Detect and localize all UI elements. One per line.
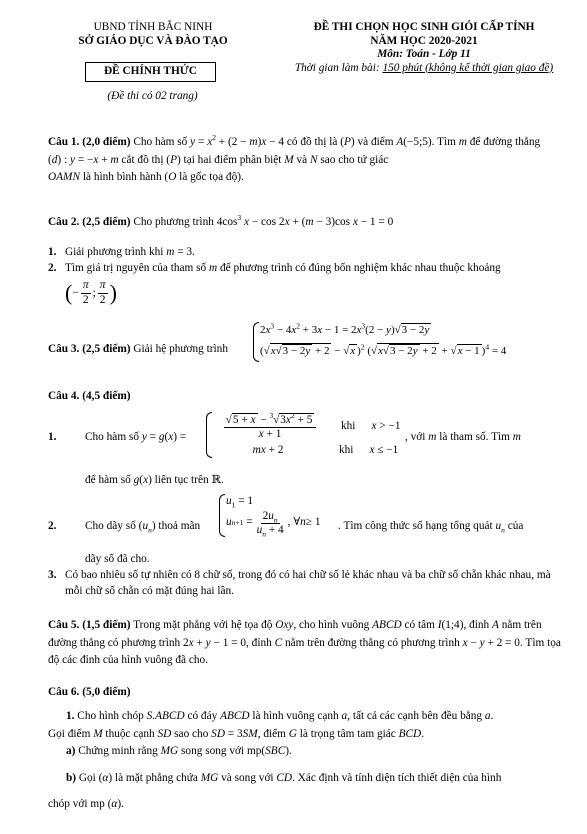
- q6-pb-label: b): [66, 772, 77, 784]
- q2-item-1: 1. Giải phương trình khi m = 3.: [48, 246, 195, 258]
- q4-piecewise: $\frac{√5 + x - ^3√3x^2 + 5}{x + 1}$ khi x > −1 mx + 2 khi x ≤ −1: [205, 412, 401, 458]
- time-prefix: Thời gian làm bài:: [294, 61, 383, 74]
- q6-text: Cho hình chóp: [77, 710, 147, 722]
- q1-text: Cho hàm số: [130, 136, 191, 148]
- q4-label: Câu 4. (4,5 điểm): [48, 390, 131, 402]
- q6-pb-text: chóp với mp: [48, 798, 108, 810]
- q4-item2-tail: . Tìm công thức số hạng tổng quát $u_n$ của: [338, 520, 524, 535]
- q2-interval: (− $\frac{\pi}{2}$ ; $\frac{\pi}{2}$ ): [65, 279, 117, 306]
- q6-p1-number: 1.: [66, 710, 78, 722]
- q1-text: để đường thẳng: [466, 136, 541, 148]
- q6-text: có đáy: [184, 710, 221, 722]
- q5-text: , cho hình vuông: [293, 619, 373, 631]
- q6-pb-text: . Xác định và tính diện tích thiết diện của hình: [292, 772, 502, 784]
- time-limit: [268, 61, 580, 77]
- header-left: [48, 20, 258, 49]
- q1-text: và điểm: [354, 136, 397, 148]
- q4-item1-end: để hàm số g(x) liên tục trên ℝ.: [85, 474, 224, 486]
- q1-text: và: [293, 153, 310, 166]
- q2-text: Cho phương trình: [130, 216, 217, 228]
- q1-text: cắt đồ thị: [118, 153, 167, 166]
- q4-item1-text: liên tục trên ℝ.: [151, 474, 224, 486]
- subject: Môn: Toán - Lớp 11: [377, 48, 471, 61]
- q5-text: , đỉnh: [463, 619, 493, 631]
- q6-pa-text: song song với mp: [178, 745, 262, 757]
- q5-text: , đỉnh: [246, 636, 275, 649]
- q1-text: . Tìm: [431, 136, 459, 148]
- q6-text: , điểm: [257, 727, 289, 740]
- q3-points: (2,5 điểm): [79, 343, 131, 355]
- q6-label: Câu 6. (5,0 điểm): [48, 686, 131, 698]
- q4-item1-text: , với: [405, 431, 429, 443]
- q4-item2-text: Cho dãy số: [85, 520, 139, 532]
- q1-label: Câu 1. (2,0 điểm): [48, 136, 131, 148]
- official-box: [85, 62, 216, 82]
- q1-text: sao cho tứ giác: [317, 153, 389, 166]
- q4-item2-lead: Cho dãy số $(u_n)$ thoả mãn: [85, 520, 201, 535]
- question-1: Câu 1. (2,0 điểm) Cho hàm số $y = x^2 + (2 - m)x - 4$ có đồ thị là (P) và điểm A(−5;5). Tìm m để đường thẳng (d) : y = −x + m cắt đồ thị (P) tại hai điểm phân biệt M và N sao cho tứ giác OAMN là hình bình hành (O là gốc tọa độ).: [48, 133, 541, 183]
- q4-item2-text: . Tìm công thức số hạng tổng quát: [338, 520, 496, 532]
- q6-pb-text: và song với: [218, 772, 277, 784]
- q4-item2-end: dãy số đã cho.: [85, 553, 150, 565]
- q1-text: tại hai điểm phân biệt: [180, 153, 285, 166]
- q6-pb-text: là mặt phẳng chứa: [112, 772, 201, 784]
- q4-sequence: $u_1 = 1$ u n+1 = $\frac{2u_n}{u_n + 4}$ , ∀ n ≥ 1: [218, 494, 320, 537]
- q1-text: là gốc tọa độ).: [176, 171, 244, 183]
- time-value: 150 phút (không kể thời gian giao đề): [382, 61, 554, 74]
- q6-pa-label: a): [66, 745, 76, 757]
- q6-part-b-end: chóp với mp (α).: [48, 798, 124, 810]
- q4-item-3: 3. Có bao nhiêu số tự nhiên có 8 chữ số, trong đó có hai chữ số lẻ khác nhau và ba chữ số chẵn khác nhau, mà mỗi chữ số chẵn có mặt đúng hai lần.: [48, 569, 551, 597]
- q5-text: nằm trên đường thẳng có phương trình: [282, 636, 463, 649]
- q4-item3-text: Có bao nhiêu số tự nhiên có 8 chữ số, trong đó có hai chữ số lẻ khác nhau và ba chữ số chẵn khác nhau, mà mỗi chữ số chẵn có mặt đúng hai lần.: [65, 569, 551, 597]
- q2-item-2: 2. Tìm giá trị nguyên của tham số m để phương trình có đúng bốn nghiệm khác nhau thuộc khoảng: [48, 262, 501, 274]
- school-year: NĂM HỌC 2020-2021: [370, 34, 478, 47]
- q5-text: nằm trên đường thẳng có phương trình: [48, 619, 542, 649]
- question-5: Câu 5. (1,5 điểm) Trong mặt phẳng với hệ tọa độ Oxy, cho hình vuông ABCD có tâm I(1;4), đỉnh A nằm trên đường thẳng có phương trình 2x + y − 1 = 0, đỉnh C nằm trên đường thẳng có phương trình x − y + 2 = 0. Tìm tọa độ các đỉnh của hình vuông đã cho.: [48, 619, 561, 666]
- q1-text: là hình bình hành (: [80, 171, 169, 183]
- q4-item1-lead: Cho hàm số y = g(x) =: [85, 431, 187, 443]
- question-3-label: [48, 342, 228, 358]
- q4-item1-tail: , với m là tham số. Tìm m: [405, 431, 521, 443]
- q4-item2-text: của: [504, 520, 524, 532]
- q2-item1-text: Giải phương trình khi: [65, 246, 167, 258]
- question-2: Câu 2. (2,5 điểm) Cho phương trình $4\cos^3$ x − cos 2x + (m − 3)cos x − 1 = 0: [48, 213, 394, 228]
- q6-text: là hình vuông cạnh: [249, 710, 342, 722]
- q5-text: . Tìm tọa độ các đỉnh của hình vuông đã cho.: [48, 636, 561, 666]
- q6-pb-text: Gọi: [76, 772, 99, 784]
- official-label: ĐỀ CHÍNH THỨC: [85, 62, 216, 82]
- q6-text: Gọi điểm: [48, 727, 94, 740]
- q6-text: là trọng tâm tam giác: [296, 727, 399, 740]
- q5-text: Trong mặt phẳng với hệ tọa độ: [130, 619, 276, 631]
- q6-part-1: 1. Cho hình chóp S.ABCD có đáy ABCD là hình vuông cạnh a, tất cả các cạnh bên đều bằng a. Gọi điểm M thuộc cạnh SD sao cho SD = 3SM, điểm G là trọng tâm tam giác BCD.: [48, 710, 494, 740]
- q5-label: Câu 5. (1,5 điểm): [48, 619, 131, 631]
- q5-text: có tâm: [401, 619, 438, 631]
- khi-label: khi: [339, 443, 354, 456]
- q1-text: có đồ thị là: [284, 136, 341, 148]
- q2-label: Câu 2. (2,5 điểm): [48, 216, 131, 228]
- q4-item2-text: thoả mãn: [155, 520, 201, 532]
- q3-system: $2x^3 - 4x^2 + 3x - 1 = 2x^3(2 - y)√3 - 2y$ (√x√3 − 2y + 2 − √x )$^2$ (√x√3 − 2y + 2 + √x − 1 )$^4$ = 4: [252, 322, 506, 362]
- khi-label: khi: [341, 419, 356, 432]
- q4-item1-text: Cho hàm số: [85, 431, 142, 443]
- q2-item2-text: để phương trình có đúng bốn nghiệm khác nhau thuộc khoảng: [217, 262, 501, 274]
- agency-line1: UBND TỈNH BẮC NINH: [93, 21, 213, 33]
- q3-label: Câu 3.: [48, 343, 80, 355]
- header-right: [268, 20, 580, 76]
- agency-line2: SỞ GIÁO DỤC VÀ ĐÀO TẠO: [78, 34, 228, 47]
- q6-text: thuộc cạnh: [102, 727, 158, 740]
- q2-item2-text: Tìm giá trị nguyên của tham số: [65, 262, 210, 274]
- exam-title: ĐỀ THI CHỌN HỌC SINH GIỎI CẤP TỈNH: [313, 21, 535, 33]
- q4-item1-text: là tham số. Tìm: [436, 431, 513, 443]
- q4-item1-text: để hàm số: [85, 474, 134, 486]
- q6-text: sao cho: [171, 727, 212, 740]
- q6-pa-text: Chứng minh rằng: [75, 745, 161, 757]
- q3-text: Giải hệ phương trình: [130, 343, 228, 355]
- pages-note: (Đề thi có 02 trang): [107, 90, 198, 102]
- q6-part-a: a) Chứng minh rằng MG song song với mp(SBC).: [66, 745, 292, 757]
- q6-part-b: b) Gọi (α) là mặt phẳng chứa MG và song với CD. Xác định và tính diện tích thiết diện của hình: [66, 772, 502, 784]
- q6-text: , tất cả các cạnh bên đều bằng: [347, 710, 485, 722]
